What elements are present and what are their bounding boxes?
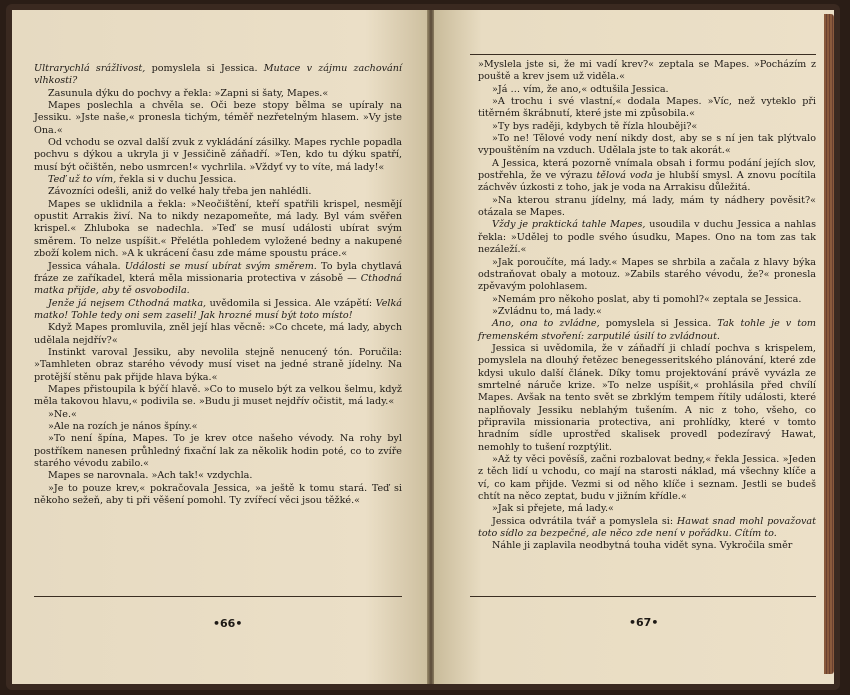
right-header-rule [470, 54, 816, 55]
italic-text: Teď už to vím, [48, 174, 117, 186]
text-run: Jessica váhala. [48, 260, 125, 272]
paragraph: »Jak poroučíte, má lady.« Mapes se shrbila a začala z hlavy býka odstraňovat obaly a motouz. »Zabils starého vévodu, že?« pronesla zpěvavým polohlasem. [478, 256, 816, 293]
paragraph [34, 261, 402, 298]
paragraph: Náhle ji zaplavila neodbytná touha vidět syna. Vykročila směr [492, 540, 793, 552]
text-run: pomyslela si Jessica. [599, 318, 718, 330]
right-page-number: •67• [629, 616, 659, 629]
paragraph [478, 219, 816, 256]
paragraph [34, 63, 402, 88]
paragraph: »Nemám pro někoho poslat, aby ti pomohl?« zeptala se Jessica. [492, 293, 802, 305]
italic-text: Mutace v zájmu zachování vlhkosti? [34, 63, 402, 87]
paragraph: Závozníci odešli, aniž do velké haly třeba jen nahlédli. [48, 186, 312, 198]
paragraph: »Ale na rozích je nános špíny.« [48, 420, 198, 432]
italic-text: tělová voda [596, 170, 653, 182]
italic-text: Ultrarychlá srážlivost, [34, 63, 146, 74]
paragraph: »To není špína, Mapes. To je krev otce našeho vévody. Na rohy byl postříkem nanesen průhledný fixační lak za několik hodin poté, co to zvíře starého vévodu zabilo.« [34, 433, 402, 469]
italic-text: Cthodná matka přijde, aby tě osvobodila. [34, 272, 402, 297]
paragraph: Když Mapes promluvila, zněl její hlas věcně: »Co chcete, má lady, abych udělala nejdřív?« [34, 322, 402, 346]
text-run: řekla si v duchu Jessica. [116, 174, 237, 186]
paragraph: »Já … vím, že ano,« odtušila Jessica. [492, 83, 669, 95]
paragraph [34, 174, 402, 186]
italic-text: Hawat snad mohl považovat toto sídlo za bezpečné, ale něco zde není v pořádku. Cítím to. [478, 515, 816, 540]
paragraph: Od vchodu se ozval další zvuk z vykládání zásilky. Mapes rychle popadla pochvu s dýkou a ukryla ji v Jessičině záňadří. »Ten, kdo tu dýku spatří, musí být očištěn, nebo usmrcen!« vychrlila. »Vždyť vy to víte, má lady!« [34, 137, 402, 173]
text-run: To byla chytlavá fráze ze zaříkadel, která měla missionaria protectiva v zásobě — [34, 260, 402, 284]
right-page-text [478, 59, 816, 553]
paragraph: Instinkt varoval Jessiku, aby nevolila stejně nenucený tón. Poručila: »Tamhleten obraz starého vévody musí viset na jedné straně jídelny. Na protější stěnu pak přijde hlava býka.« [34, 346, 402, 383]
text-run: usoudila v duchu Jessica a nahlas řekla: »Udělej to podle svého úsudku, Mapes. Ono na tom zas tak nezáleží.« [478, 219, 816, 256]
paragraph: Mapes přistoupila k býčí hlavě. »Co to muselo být za velkou šelmu, když měla takovou hlavu,« podivila se. »Budu ji muset nejdřív očistit, má lady.« [34, 383, 402, 408]
italic-text: Události se musí ubírat svým směrem. [124, 260, 317, 272]
right-footer-rule [470, 596, 816, 597]
left-page [12, 10, 428, 684]
italic-text: Vždy je praktická tahle Mapes, [492, 219, 646, 231]
paragraph: »Ne.« [48, 408, 77, 420]
paragraph: »Jak si přejete, má lady.« [492, 503, 614, 515]
italic-text: Ano, ona to zvládne, [492, 318, 600, 330]
left-page-text [34, 63, 402, 507]
left-footer-rule [34, 596, 402, 597]
right-page [434, 10, 834, 684]
paragraph: Zasunula dýku do pochvy a řekla: »Zapni si šaty, Mapes.« [48, 87, 329, 99]
page-edges [824, 14, 834, 674]
paragraph: »Zvládnu to, má lady.« [492, 305, 602, 317]
italic-text: Jenže já nejsem Cthodná matka, [48, 297, 207, 309]
paragraph: »Na kterou stranu jídelny, má lady, mám ty nádhery pověsit?« otázala se Mapes. [478, 194, 816, 219]
paragraph: »Ty bys raději, kdybych tě řízla hlouběji?« [492, 120, 698, 132]
paragraph [478, 516, 816, 541]
paragraph: »To ne! Tělové vody není nikdy dost, aby se s ní jen tak plýtvalo vypouštěním na vzduch. Udělala jste to tak akorát.« [478, 133, 816, 157]
paragraph: »A trochu i své vlastní,« dodala Mapes. »Víc, než vyteklo při titěrném škrábnutí, které jste mi způsobila.« [478, 96, 816, 120]
paragraph [478, 158, 816, 195]
italic-text: Tak tohle je v tom fremenském stvoření: zarputilé úsilí to zvládnout. [478, 318, 816, 342]
text-run: je hlubší smysl. A znovu pocítila záchvěv úzkosti z toho, jak je voda na Arrakisu důležitá. [478, 170, 816, 194]
paragraph: Mapes se narovnala. »Ach tak!« vzdychla. [48, 470, 253, 482]
paragraph: Mapes poslechla a chvěla se. Oči beze stopy bělma se upíraly na Jessiku. »Jste naše,« pronesla tichým, téměř nezřetelným hlasem. »Vy jste Ona.« [34, 100, 402, 136]
text-run: A Jessica, která pozorně vnímala obsah i formu podání jejích slov, postřehla, že ve výrazu [478, 157, 816, 182]
book-spread [6, 4, 840, 690]
paragraph: Jessica si uvědomila, že v záňadří ji chladí pochva s krispelem, pomyslela na dlouhý řetězec benegesseritského plánování, které zde kdysi ukulo další článek. Díky tomu projektování právě vyvázla ze smrtelné náruče krize. »To nelze uspíšit,« prohlásila před chvílí Mapes. Avšak na tento svět se zbrklým tempem řítily události, které naplňovaly Jessiku neblahým tušením. A nic z toho, všeho, co připravila missionaria protectiva, ani prohlídky, které v tomto hradním sídle uprostřed skalisek provedl podezíravý Hawat, nemohly to tušení rozptýlit. [478, 342, 816, 453]
paragraph [34, 298, 402, 323]
text-run: uvědomila si Jessica. Ale vzápětí: [206, 297, 376, 309]
text-run: Jessica odvrátila tvář a pomyslela si: [492, 515, 677, 527]
paragraph [478, 318, 816, 343]
paragraph: »Až ty věci pověsíš, začni rozbalovat bedny,« řekla Jessica. »Jeden z těch lidí u vchodu, co mají na starosti náklad, má všechny klíče a ví, co kam přijde. Vezmi si od něho klíče i seznam. Jestli se budeš chtít na něco zeptat, budu v jižním křídle.« [478, 454, 816, 503]
left-page-number: •66• [213, 617, 243, 630]
text-run: »Myslela jste si, že mi vadí krev?« zeptala se Mapes. »Pocházím z pouště a krev jsem už viděla.« [478, 59, 816, 83]
paragraph [478, 59, 816, 84]
text-run: pomyslela si Jessica. [145, 63, 264, 74]
italic-text: Velká matko! Tohle tedy oni sem zaseli! Jak hrozné musí být toto místo! [34, 297, 402, 321]
paragraph: Mapes se uklidnila a řekla: »Neočištění, kteří spatřili krispel, nesmějí opustit Arrakis živí. Na to nikdy nezapomeňte, má lady. Byl vám svěřen krispel.« Zhluboka se nadechla. »Teď se musí události ubírat svým směrem. To nelze uspíšit.« Přelétla pohledem vyložené bedny a nakupené zboží kolem nich. »A k ukrácení času zde máme spoustu práce.« [34, 198, 402, 260]
paragraph: »Je to pouze krev,« pokračovala Jessica, »a ještě k tomu stará. Teď si někoho sežeň, aby ti při věšení pomohl. Ty zvířecí věci jsou těžké.« [34, 482, 402, 507]
